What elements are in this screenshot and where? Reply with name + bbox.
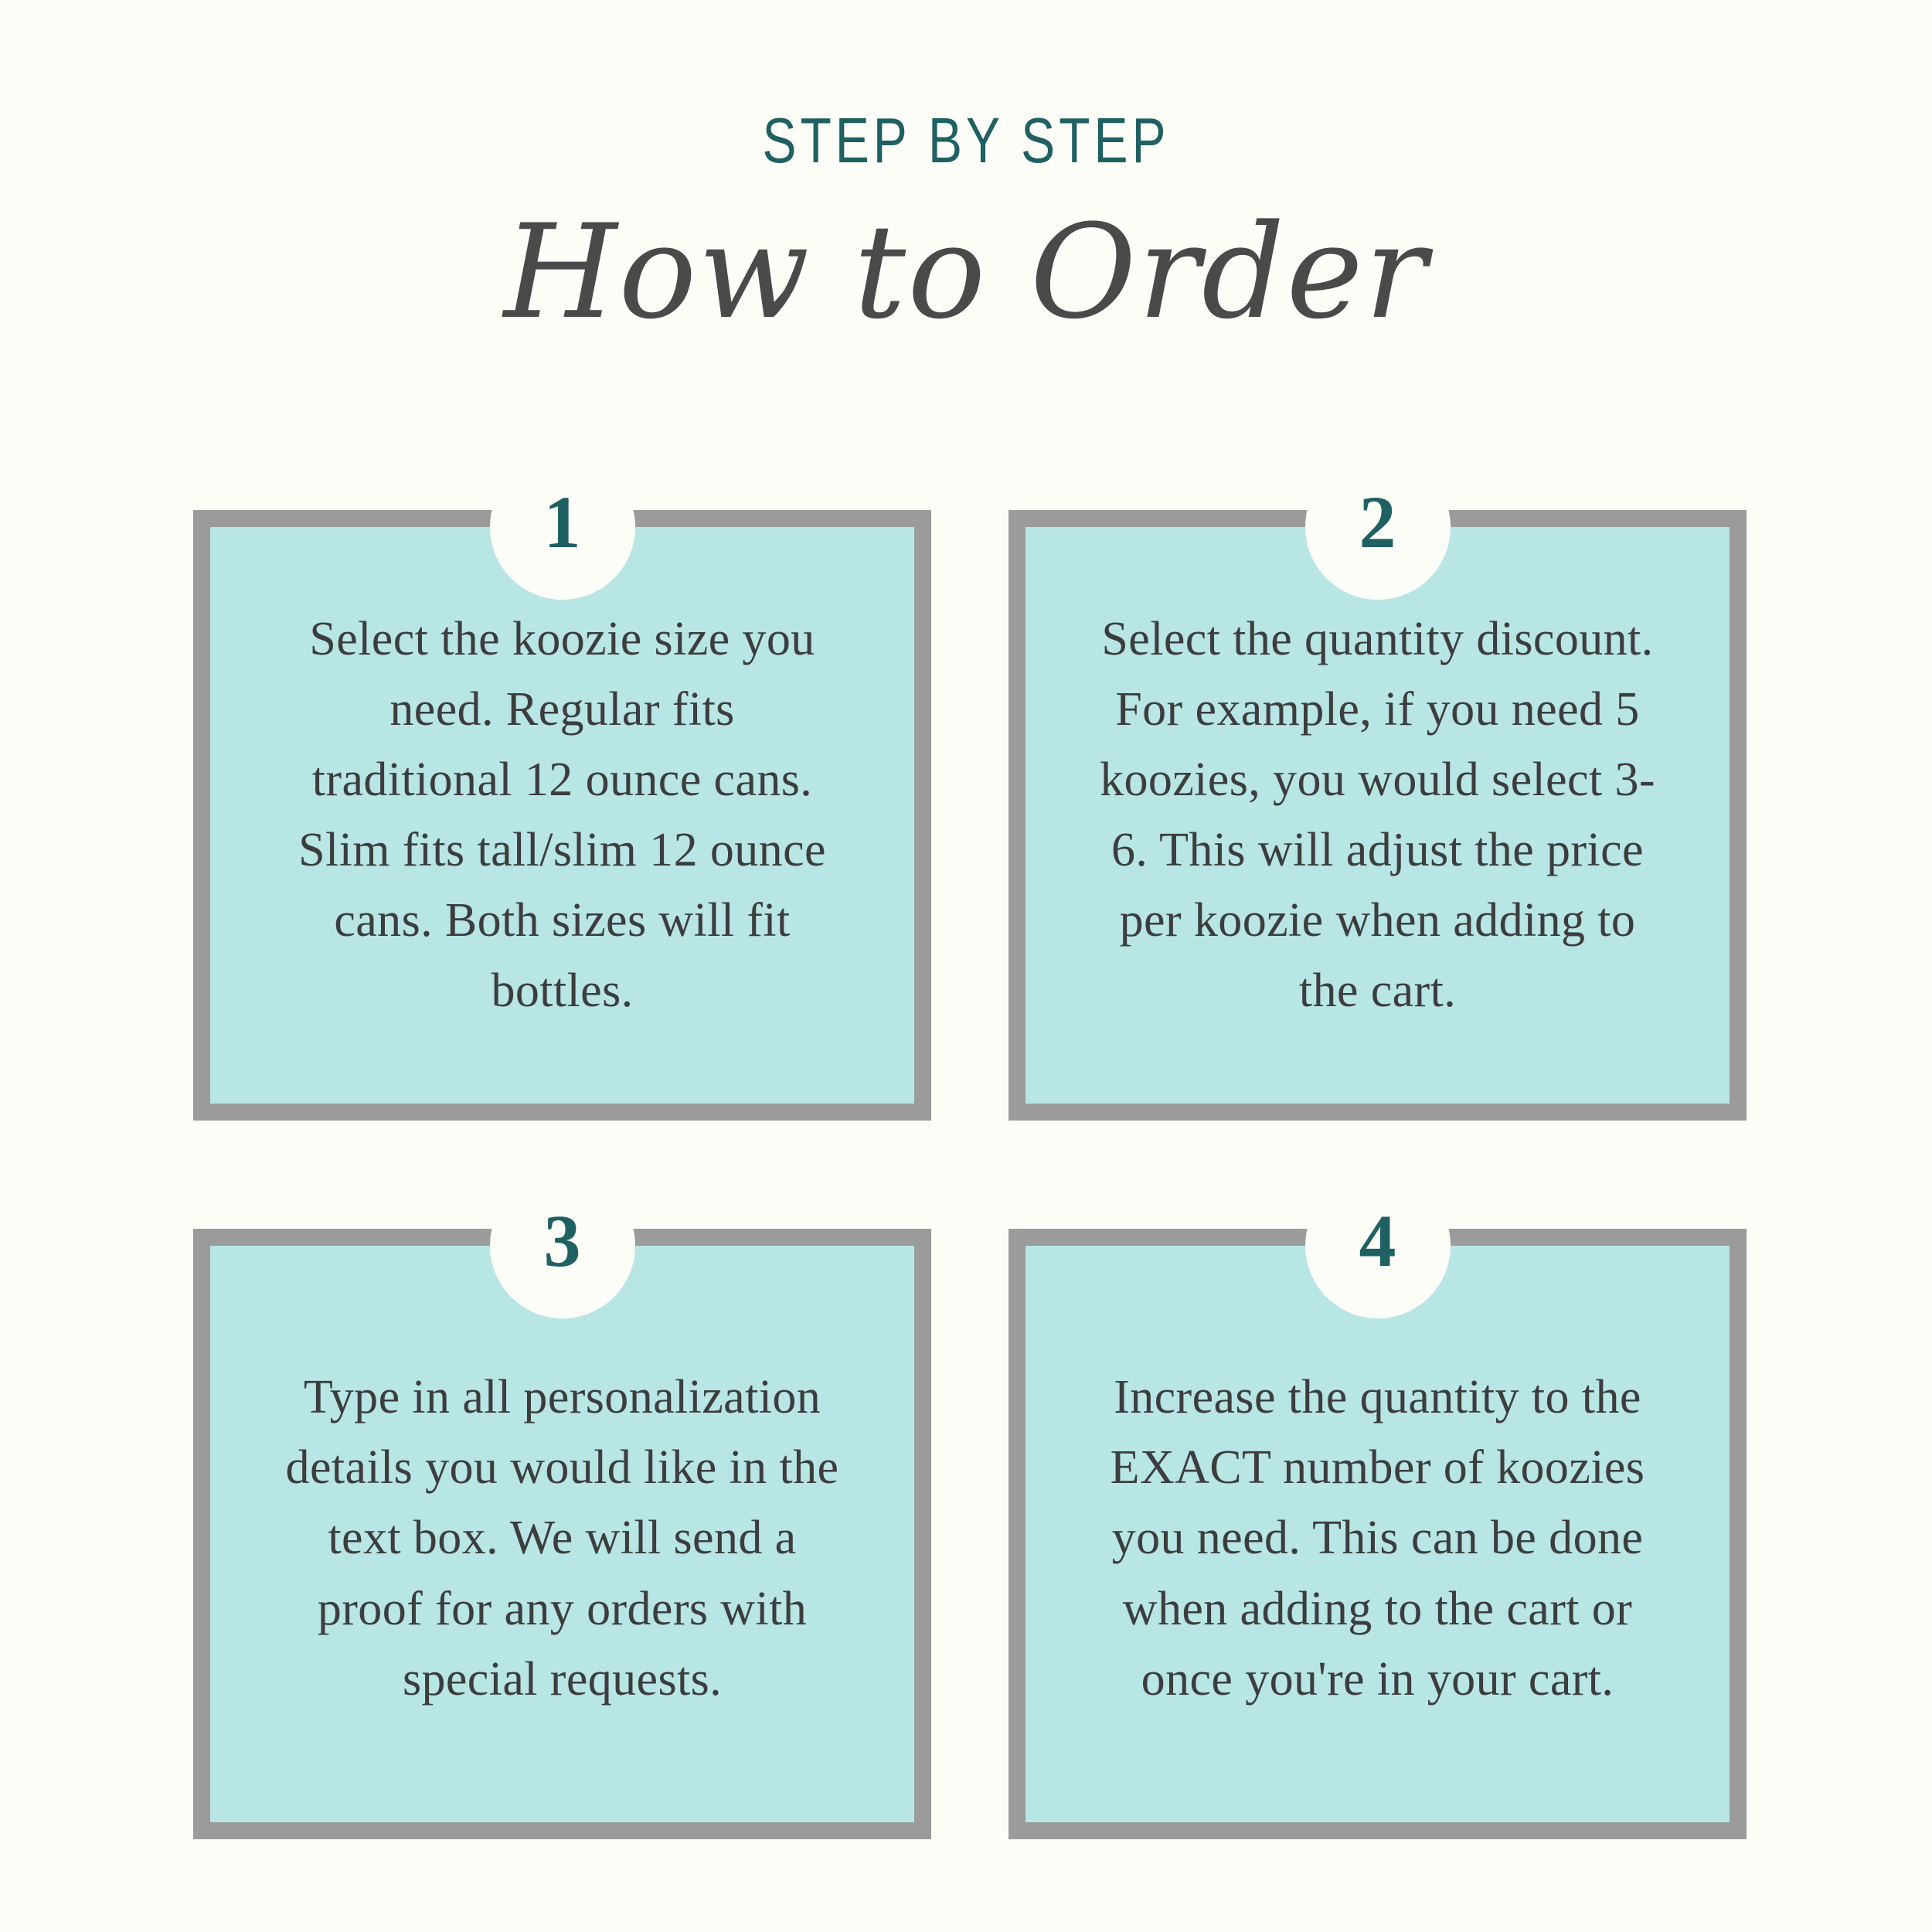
step-number-badge	[1305, 1173, 1451, 1318]
step-number: 3	[543, 1199, 581, 1282]
step-description: Increase the quantity to the EXACT number of koozies you need. This can be done when adding to the cart or once you're in your cart.	[1110, 1371, 1645, 1706]
step-card	[1009, 510, 1747, 1121]
step-number: 4	[1359, 1199, 1396, 1282]
step-item	[193, 1199, 931, 1839]
step-card	[193, 510, 931, 1121]
step-number-badge	[1305, 454, 1451, 600]
step-card	[193, 1229, 931, 1839]
step-card	[1009, 1229, 1747, 1839]
step-item	[1009, 481, 1747, 1121]
step-item	[193, 481, 931, 1121]
eyebrow-text: STEP BY STEP	[762, 104, 1170, 176]
step-number-badge	[490, 454, 635, 600]
step-number: 2	[1359, 481, 1396, 563]
page-header	[0, 104, 1932, 348]
step-description: Select the koozie size you need. Regular fits traditional 12 ounce cans. Slim fits tall/slim 12 ounce cans. Both sizes will fit bottles.	[298, 612, 826, 1018]
step-description: Select the quantity discount. For example, if you need 5 koozies, you would select 3-6. This will adjust the price per koozie when adding to the cart.	[1100, 612, 1655, 1018]
step-number-badge	[490, 1173, 635, 1318]
steps-grid	[193, 481, 1747, 1839]
step-number: 1	[543, 481, 581, 563]
step-item	[1009, 1199, 1747, 1839]
step-description: Type in all personalization details you would like in the text box. We will send a proof for any orders with special requests.	[285, 1371, 839, 1706]
page-title: How to Order	[503, 196, 1429, 348]
